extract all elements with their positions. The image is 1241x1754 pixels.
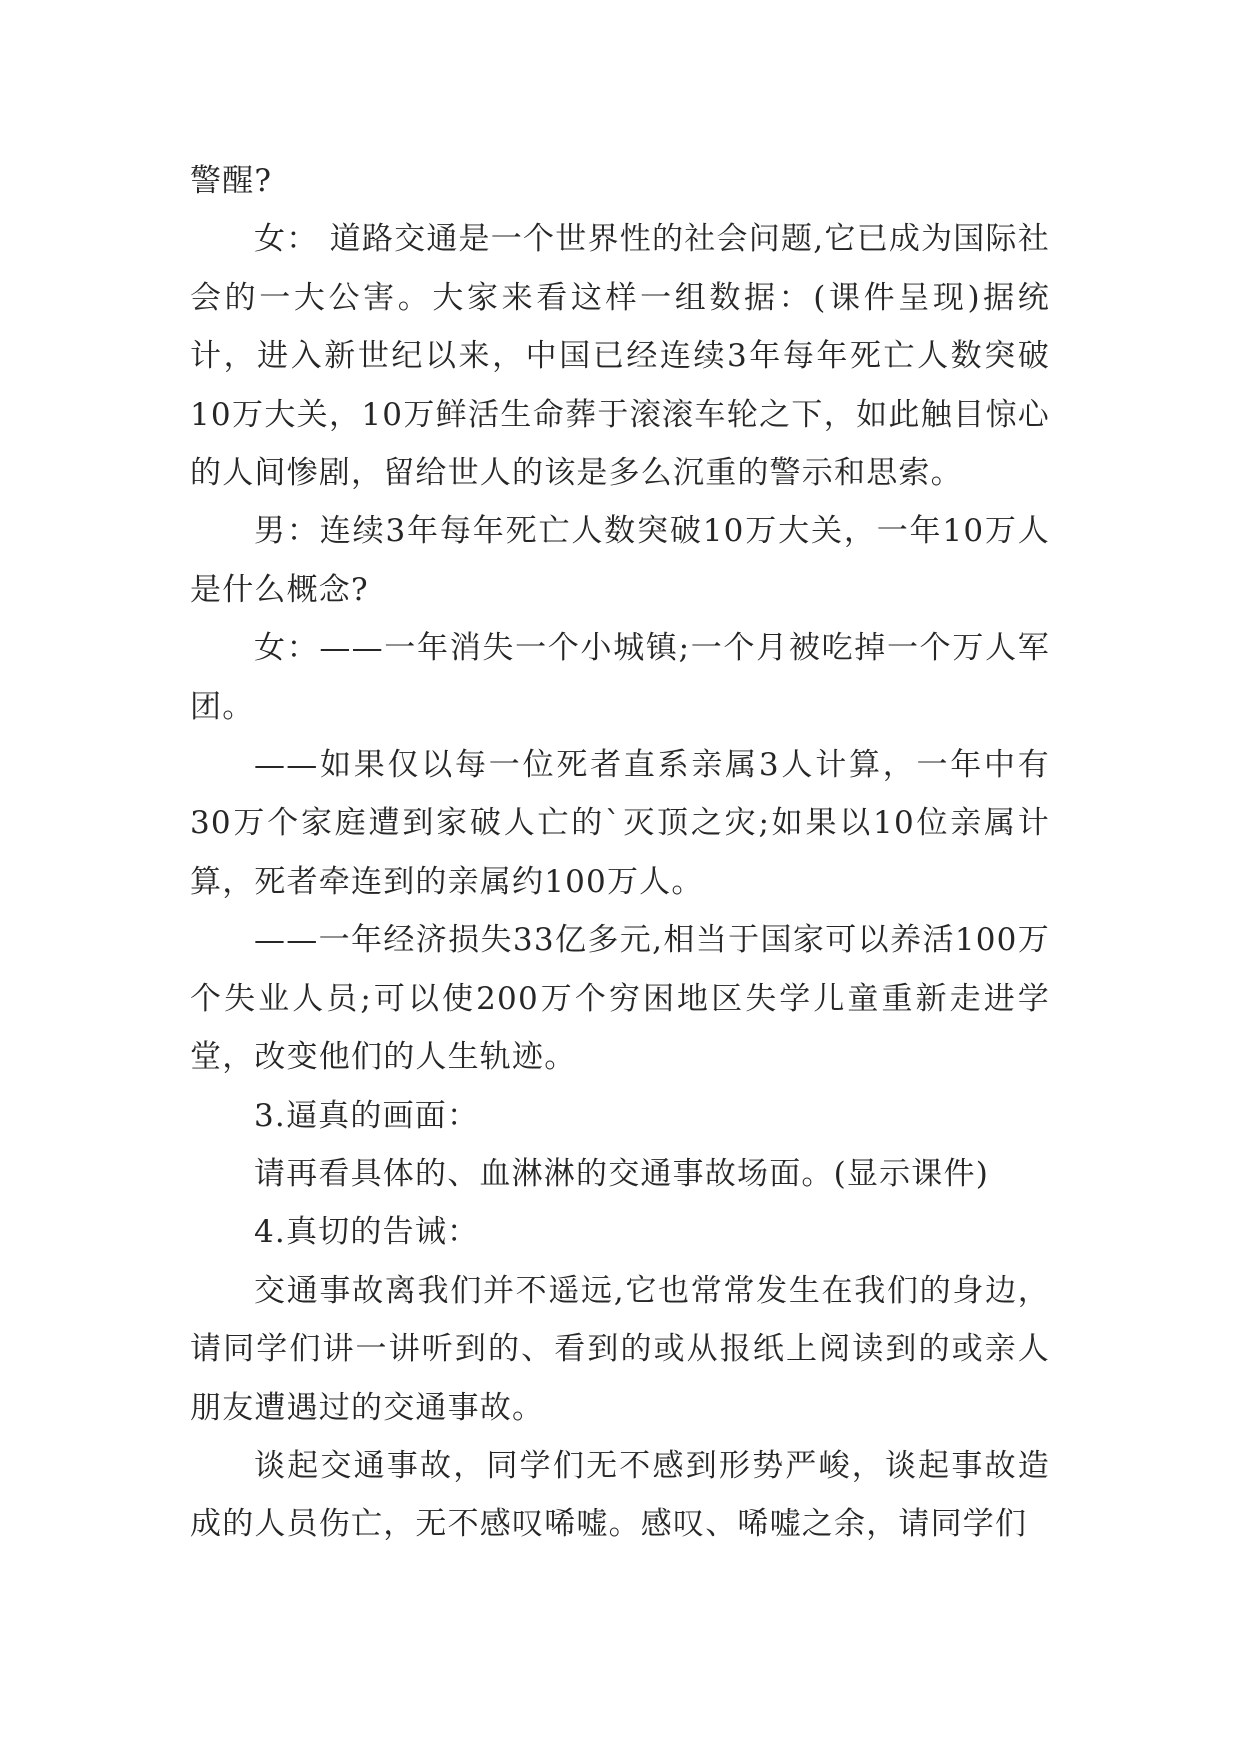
paragraph: 谈起交通事故，同学们无不感到形势严峻，谈起事故造成的人员伤亡，无不感叹唏嘘。感叹、唏嘘之余，请同学们 [190, 1447, 1050, 1543]
paragraph: 4.真切的告诫： [254, 1214, 480, 1251]
paragraph: 男：连续3年每年死亡人数突破10万大关，一年10万人是什么概念? [190, 513, 1050, 608]
paragraph: 交通事故离我们并不遥远,它也常常发生在我们的身边，请同学们讲一讲听到的、看到的或从报纸上阅读到的或亲人朋友遭遇过的交通事故。 [190, 1272, 1050, 1426]
paragraph: 女：——一年消失一个小城镇;一个月被吃掉一个万人军团。 [190, 630, 1050, 725]
paragraph: ——如果仅以每一位死者直系亲属3人计算，一年中有30万个家庭遭到家破人亡的`灭顶之灾;如果以10位亲属计算，死者牵连到的亲属约100万人。 [190, 747, 1050, 900]
paragraph: 请再看具体的、血淋淋的交通事故场面。(显示课件) [254, 1155, 989, 1192]
paragraph: 警醒? [190, 163, 273, 199]
paragraph: 女： 道路交通是一个世界性的社会问题,它已成为国际社会的一大公害。大家来看这样一组数据：(课件呈现)据统计，进入新世纪以来，中国已经连续3年每年死亡人数突破10万大关，10万鲜活生命葬于滚滚车轮之下，如此触目惊心的人间惨剧，留给世人的该是多么沉重的警示和思索。 [190, 221, 1050, 492]
paragraph: ——一年经济损失33亿多元,相当于国家可以养活100万个失业人员;可以使200万个穷困地区失学儿童重新走进学堂，改变他们的人生轨迹。 [190, 922, 1050, 1076]
paragraph: 3.逼真的画面： [254, 1097, 480, 1134]
body-text [190, 152, 1050, 1554]
